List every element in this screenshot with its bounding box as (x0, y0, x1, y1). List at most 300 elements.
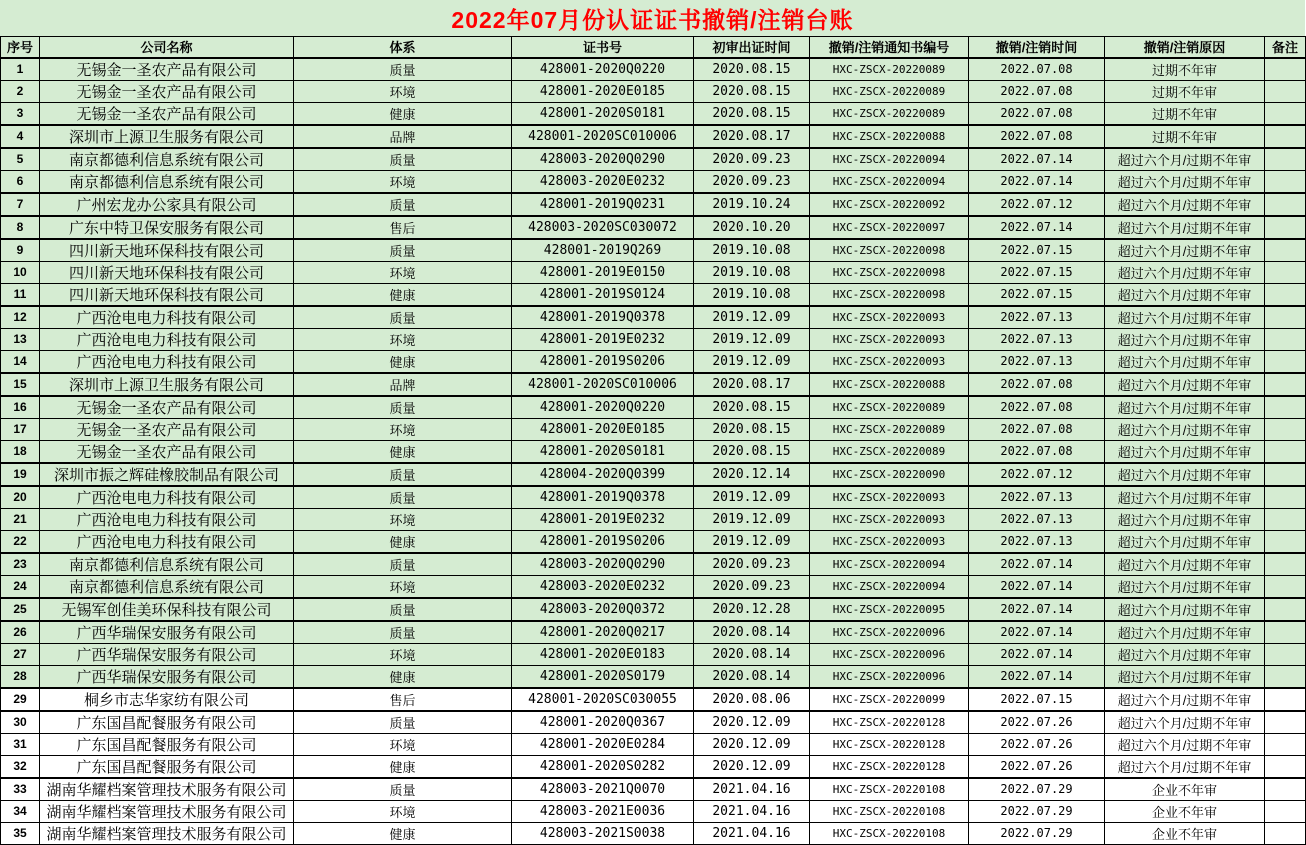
cell-notice-no: HXC-ZSCX-20220093 (810, 486, 969, 509)
cell-cert: 428001-2020SC010006 (512, 125, 694, 148)
cell-revoke-date: 2022.07.15 (969, 239, 1105, 262)
cell-reason: 超过六个月/过期不年审 (1105, 530, 1265, 553)
cell-remark (1265, 373, 1306, 396)
cell-revoke-date: 2022.07.14 (969, 575, 1105, 598)
cell-cert: 428001-2019Q269 (512, 239, 694, 262)
cell-revoke-date: 2022.07.15 (969, 283, 1105, 306)
cell-cert: 428001-2019S0206 (512, 530, 694, 553)
col-header-cert: 证书号 (512, 37, 694, 58)
cell-reason: 超过六个月/过期不年审 (1105, 508, 1265, 530)
cell-revoke-date: 2022.07.13 (969, 486, 1105, 509)
cell-remark (1265, 486, 1306, 509)
cell-system: 质量 (294, 778, 512, 801)
cell-cert: 428003-2021E0036 (512, 800, 694, 822)
header-row (1, 37, 1306, 58)
cell-issue-date: 2020.08.15 (694, 418, 810, 440)
table-row (1, 58, 1306, 81)
cell-company: 广西沧电电力科技有限公司 (40, 530, 294, 553)
cell-system: 质量 (294, 239, 512, 262)
cell-company: 无锡金一圣农产品有限公司 (40, 102, 294, 125)
cell-remark (1265, 665, 1306, 688)
cell-reason: 超过六个月/过期不年审 (1105, 170, 1265, 193)
table-row (1, 778, 1306, 801)
cell-notice-no: HXC-ZSCX-20220094 (810, 553, 969, 576)
cell-no: 13 (1, 328, 40, 350)
cell-reason: 超过六个月/过期不年审 (1105, 418, 1265, 440)
cell-no: 20 (1, 486, 40, 509)
table-row (1, 711, 1306, 734)
table-row (1, 463, 1306, 486)
table-row (1, 486, 1306, 509)
table-row (1, 755, 1306, 778)
cell-issue-date: 2020.10.20 (694, 216, 810, 239)
cell-company: 无锡军创佳美环保科技有限公司 (40, 598, 294, 621)
table-row (1, 216, 1306, 239)
cell-remark (1265, 755, 1306, 778)
cell-notice-no: HXC-ZSCX-20220096 (810, 621, 969, 644)
cell-revoke-date: 2022.07.14 (969, 665, 1105, 688)
cell-remark (1265, 822, 1306, 844)
cell-revoke-date: 2022.07.08 (969, 102, 1105, 125)
cell-revoke-date: 2022.07.29 (969, 778, 1105, 801)
cell-system: 质量 (294, 553, 512, 576)
cell-notice-no: HXC-ZSCX-20220089 (810, 418, 969, 440)
cell-revoke-date: 2022.07.13 (969, 328, 1105, 350)
cell-notice-no: HXC-ZSCX-20220093 (810, 328, 969, 350)
cell-system: 质量 (294, 58, 512, 81)
cell-revoke-date: 2022.07.14 (969, 598, 1105, 621)
cell-issue-date: 2020.09.23 (694, 148, 810, 171)
cell-reason: 超过六个月/过期不年审 (1105, 643, 1265, 665)
cell-issue-date: 2020.08.17 (694, 373, 810, 396)
cell-company: 湖南华耀档案管理技术服务有限公司 (40, 778, 294, 801)
cell-notice-no: HXC-ZSCX-20220089 (810, 80, 969, 102)
cell-company: 四川新天地环保科技有限公司 (40, 261, 294, 283)
cell-system: 环境 (294, 508, 512, 530)
cell-no: 29 (1, 688, 40, 711)
table-row (1, 373, 1306, 396)
table-row (1, 733, 1306, 755)
cell-no: 3 (1, 102, 40, 125)
cell-issue-date: 2020.12.14 (694, 463, 810, 486)
cell-company: 无锡金一圣农产品有限公司 (40, 418, 294, 440)
cell-revoke-date: 2022.07.15 (969, 261, 1105, 283)
table-row (1, 102, 1306, 125)
table-row (1, 621, 1306, 644)
cell-notice-no: HXC-ZSCX-20220095 (810, 598, 969, 621)
cell-reason: 过期不年审 (1105, 125, 1265, 148)
cell-revoke-date: 2022.07.08 (969, 418, 1105, 440)
cell-system: 品牌 (294, 125, 512, 148)
cell-cert: 428001-2020S0181 (512, 102, 694, 125)
cell-remark (1265, 711, 1306, 734)
cell-reason: 超过六个月/过期不年审 (1105, 283, 1265, 306)
cell-notice-no: HXC-ZSCX-20220108 (810, 778, 969, 801)
cell-remark (1265, 328, 1306, 350)
cell-remark (1265, 508, 1306, 530)
cell-revoke-date: 2022.07.26 (969, 711, 1105, 734)
cell-revoke-date: 2022.07.13 (969, 530, 1105, 553)
cell-company: 广西沧电电力科技有限公司 (40, 508, 294, 530)
cell-remark (1265, 598, 1306, 621)
cell-revoke-date: 2022.07.08 (969, 125, 1105, 148)
cell-revoke-date: 2022.07.08 (969, 396, 1105, 419)
cell-remark (1265, 306, 1306, 329)
cell-cert: 428003-2020SC030072 (512, 216, 694, 239)
cell-issue-date: 2020.08.15 (694, 396, 810, 419)
cell-issue-date: 2019.12.09 (694, 508, 810, 530)
cell-cert: 428003-2020E0232 (512, 170, 694, 193)
cell-system: 质量 (294, 306, 512, 329)
cell-issue-date: 2019.12.09 (694, 530, 810, 553)
cell-remark (1265, 239, 1306, 262)
page-title: 2022年07月份认证证书撤销/注销台账 (451, 6, 854, 33)
cell-company: 广西华瑞保安服务有限公司 (40, 621, 294, 644)
cell-reason: 超过六个月/过期不年审 (1105, 148, 1265, 171)
cell-issue-date: 2020.08.15 (694, 58, 810, 81)
cell-reason: 超过六个月/过期不年审 (1105, 396, 1265, 419)
table-row (1, 80, 1306, 102)
cell-company: 无锡金一圣农产品有限公司 (40, 80, 294, 102)
cell-revoke-date: 2022.07.14 (969, 553, 1105, 576)
table-row (1, 598, 1306, 621)
cell-no: 27 (1, 643, 40, 665)
cell-reason: 超过六个月/过期不年审 (1105, 216, 1265, 239)
cell-cert: 428001-2019E0232 (512, 328, 694, 350)
ledger-table (0, 36, 1306, 845)
col-header-no: 序号 (1, 37, 40, 58)
cell-company: 桐乡市志华家纺有限公司 (40, 688, 294, 711)
cell-revoke-date: 2022.07.15 (969, 688, 1105, 711)
table-row (1, 193, 1306, 216)
cell-reason: 过期不年审 (1105, 80, 1265, 102)
cell-cert: 428001-2020SC010006 (512, 373, 694, 396)
cell-company: 湖南华耀档案管理技术服务有限公司 (40, 822, 294, 844)
cell-issue-date: 2020.08.14 (694, 643, 810, 665)
cell-notice-no: HXC-ZSCX-20220108 (810, 800, 969, 822)
cell-company: 广西沧电电力科技有限公司 (40, 328, 294, 350)
cell-issue-date: 2021.04.16 (694, 800, 810, 822)
cell-system: 环境 (294, 261, 512, 283)
cell-system: 环境 (294, 800, 512, 822)
cell-company: 广东国昌配餐服务有限公司 (40, 755, 294, 778)
cell-reason: 超过六个月/过期不年审 (1105, 598, 1265, 621)
cell-system: 环境 (294, 575, 512, 598)
cell-notice-no: HXC-ZSCX-20220128 (810, 711, 969, 734)
table-row (1, 125, 1306, 148)
cell-no: 12 (1, 306, 40, 329)
cell-issue-date: 2020.09.23 (694, 170, 810, 193)
cell-cert: 428003-2020E0232 (512, 575, 694, 598)
cell-reason: 超过六个月/过期不年审 (1105, 553, 1265, 576)
cell-remark (1265, 733, 1306, 755)
cell-reason: 超过六个月/过期不年审 (1105, 688, 1265, 711)
col-header-remark: 备注 (1265, 37, 1306, 58)
cell-notice-no: HXC-ZSCX-20220094 (810, 575, 969, 598)
cell-remark (1265, 800, 1306, 822)
table-row (1, 800, 1306, 822)
cell-issue-date: 2020.08.17 (694, 125, 810, 148)
cell-issue-date: 2020.08.14 (694, 665, 810, 688)
cell-cert: 428001-2020Q0217 (512, 621, 694, 644)
cell-notice-no: HXC-ZSCX-20220097 (810, 216, 969, 239)
cell-reason: 超过六个月/过期不年审 (1105, 486, 1265, 509)
cell-remark (1265, 440, 1306, 463)
cell-notice-no: HXC-ZSCX-20220098 (810, 239, 969, 262)
cell-revoke-date: 2022.07.26 (969, 755, 1105, 778)
cell-issue-date: 2020.08.15 (694, 440, 810, 463)
cell-remark (1265, 688, 1306, 711)
cell-reason: 超过六个月/过期不年审 (1105, 621, 1265, 644)
cell-company: 广东国昌配餐服务有限公司 (40, 733, 294, 755)
cell-notice-no: HXC-ZSCX-20220089 (810, 440, 969, 463)
cell-issue-date: 2019.12.09 (694, 306, 810, 329)
cell-cert: 428001-2019Q0378 (512, 486, 694, 509)
cell-system: 环境 (294, 328, 512, 350)
cell-company: 广西沧电电力科技有限公司 (40, 486, 294, 509)
cell-revoke-date: 2022.07.29 (969, 822, 1105, 844)
table-row (1, 170, 1306, 193)
cell-remark (1265, 261, 1306, 283)
cell-notice-no: HXC-ZSCX-20220093 (810, 508, 969, 530)
cell-no: 28 (1, 665, 40, 688)
cell-no: 9 (1, 239, 40, 262)
cell-no: 26 (1, 621, 40, 644)
cell-notice-no: HXC-ZSCX-20220093 (810, 530, 969, 553)
col-header-notice-no: 撤销/注销通知书编号 (810, 37, 969, 58)
cell-no: 25 (1, 598, 40, 621)
cell-no: 24 (1, 575, 40, 598)
cell-issue-date: 2019.10.24 (694, 193, 810, 216)
cell-issue-date: 2020.08.06 (694, 688, 810, 711)
cell-system: 售后 (294, 688, 512, 711)
table-body (1, 58, 1306, 845)
cell-remark (1265, 216, 1306, 239)
cell-company: 广西华瑞保安服务有限公司 (40, 643, 294, 665)
cell-revoke-date: 2022.07.14 (969, 621, 1105, 644)
cell-reason: 超过六个月/过期不年审 (1105, 575, 1265, 598)
cell-system: 环境 (294, 733, 512, 755)
cell-company: 南京都德利信息系统有限公司 (40, 148, 294, 171)
cell-no: 4 (1, 125, 40, 148)
cell-issue-date: 2020.09.23 (694, 553, 810, 576)
cell-reason: 过期不年审 (1105, 102, 1265, 125)
cell-remark (1265, 643, 1306, 665)
cell-notice-no: HXC-ZSCX-20220093 (810, 306, 969, 329)
cell-issue-date: 2020.08.14 (694, 621, 810, 644)
cell-remark (1265, 621, 1306, 644)
cell-issue-date: 2019.12.09 (694, 328, 810, 350)
cell-reason: 超过六个月/过期不年审 (1105, 193, 1265, 216)
cell-cert: 428003-2020Q0372 (512, 598, 694, 621)
cell-no: 7 (1, 193, 40, 216)
cell-revoke-date: 2022.07.14 (969, 170, 1105, 193)
cell-notice-no: HXC-ZSCX-20220094 (810, 148, 969, 171)
cell-remark (1265, 170, 1306, 193)
table-row (1, 553, 1306, 576)
cell-remark (1265, 102, 1306, 125)
cell-reason: 超过六个月/过期不年审 (1105, 350, 1265, 373)
table-row (1, 688, 1306, 711)
cell-company: 深圳市上源卫生服务有限公司 (40, 125, 294, 148)
cell-company: 无锡金一圣农产品有限公司 (40, 440, 294, 463)
cell-revoke-date: 2022.07.14 (969, 216, 1105, 239)
cell-issue-date: 2020.08.15 (694, 102, 810, 125)
cell-company: 四川新天地环保科技有限公司 (40, 239, 294, 262)
cell-revoke-date: 2022.07.12 (969, 463, 1105, 486)
cell-remark (1265, 396, 1306, 419)
col-header-reason: 撤销/注销原因 (1105, 37, 1265, 58)
cell-no: 17 (1, 418, 40, 440)
cell-no: 31 (1, 733, 40, 755)
col-header-revoke-date: 撤销/注销时间 (969, 37, 1105, 58)
cell-remark (1265, 58, 1306, 81)
cell-no: 8 (1, 216, 40, 239)
cell-cert: 428001-2019S0124 (512, 283, 694, 306)
cell-no: 21 (1, 508, 40, 530)
cell-issue-date: 2020.12.09 (694, 755, 810, 778)
cell-system: 品牌 (294, 373, 512, 396)
cell-revoke-date: 2022.07.26 (969, 733, 1105, 755)
cell-issue-date: 2019.12.09 (694, 486, 810, 509)
cell-cert: 428001-2019S0206 (512, 350, 694, 373)
cell-no: 35 (1, 822, 40, 844)
cell-company: 南京都德利信息系统有限公司 (40, 553, 294, 576)
cell-company: 广西沧电电力科技有限公司 (40, 306, 294, 329)
table-row (1, 396, 1306, 419)
cell-no: 15 (1, 373, 40, 396)
cell-no: 2 (1, 80, 40, 102)
cell-system: 质量 (294, 148, 512, 171)
cell-cert: 428001-2019E0150 (512, 261, 694, 283)
cell-revoke-date: 2022.07.29 (969, 800, 1105, 822)
cell-revoke-date: 2022.07.08 (969, 58, 1105, 81)
cell-revoke-date: 2022.07.14 (969, 643, 1105, 665)
cell-remark (1265, 80, 1306, 102)
cell-no: 22 (1, 530, 40, 553)
cell-company: 深圳市上源卫生服务有限公司 (40, 373, 294, 396)
cell-no: 1 (1, 58, 40, 81)
cell-company: 无锡金一圣农产品有限公司 (40, 396, 294, 419)
cell-cert: 428001-2020Q0220 (512, 58, 694, 81)
table-header (1, 37, 1306, 58)
cell-reason: 超过六个月/过期不年审 (1105, 733, 1265, 755)
cell-revoke-date: 2022.07.13 (969, 306, 1105, 329)
cell-revoke-date: 2022.07.12 (969, 193, 1105, 216)
cell-no: 33 (1, 778, 40, 801)
cell-cert: 428001-2020S0179 (512, 665, 694, 688)
title-bar (0, 0, 1305, 36)
cell-issue-date: 2020.08.15 (694, 80, 810, 102)
cell-cert: 428001-2019Q0231 (512, 193, 694, 216)
cell-reason: 企业不年审 (1105, 822, 1265, 844)
cell-cert: 428001-2019E0232 (512, 508, 694, 530)
col-header-issue-date: 初审出证时间 (694, 37, 810, 58)
cell-system: 质量 (294, 396, 512, 419)
cell-reason: 超过六个月/过期不年审 (1105, 440, 1265, 463)
table-row (1, 350, 1306, 373)
cell-issue-date: 2019.10.08 (694, 239, 810, 262)
cell-notice-no: HXC-ZSCX-20220088 (810, 373, 969, 396)
cell-company: 广东中特卫保安服务有限公司 (40, 216, 294, 239)
cell-notice-no: HXC-ZSCX-20220108 (810, 822, 969, 844)
cell-reason: 过期不年审 (1105, 58, 1265, 81)
cell-system: 质量 (294, 621, 512, 644)
table-row (1, 328, 1306, 350)
cell-cert: 428001-2020S0181 (512, 440, 694, 463)
table-row (1, 822, 1306, 844)
cell-cert: 428001-2020S0282 (512, 755, 694, 778)
cell-remark (1265, 530, 1306, 553)
cell-cert: 428001-2020E0183 (512, 643, 694, 665)
cell-no: 16 (1, 396, 40, 419)
cell-reason: 超过六个月/过期不年审 (1105, 261, 1265, 283)
cell-issue-date: 2019.10.08 (694, 283, 810, 306)
cell-no: 5 (1, 148, 40, 171)
cell-system: 健康 (294, 665, 512, 688)
cell-reason: 超过六个月/过期不年审 (1105, 711, 1265, 734)
cell-system: 健康 (294, 440, 512, 463)
cell-issue-date: 2020.09.23 (694, 575, 810, 598)
cell-reason: 超过六个月/过期不年审 (1105, 373, 1265, 396)
cell-company: 湖南华耀档案管理技术服务有限公司 (40, 800, 294, 822)
cell-revoke-date: 2022.07.08 (969, 440, 1105, 463)
cell-remark (1265, 778, 1306, 801)
cell-company: 南京都德利信息系统有限公司 (40, 575, 294, 598)
cell-notice-no: HXC-ZSCX-20220090 (810, 463, 969, 486)
cell-system: 健康 (294, 530, 512, 553)
cell-issue-date: 2019.10.08 (694, 261, 810, 283)
cell-remark (1265, 463, 1306, 486)
cell-revoke-date: 2022.07.13 (969, 350, 1105, 373)
cell-reason: 超过六个月/过期不年审 (1105, 755, 1265, 778)
cell-remark (1265, 193, 1306, 216)
cell-system: 环境 (294, 643, 512, 665)
cell-system: 健康 (294, 283, 512, 306)
table-row (1, 306, 1306, 329)
cell-issue-date: 2021.04.16 (694, 822, 810, 844)
cell-company: 广州宏龙办公家具有限公司 (40, 193, 294, 216)
cell-issue-date: 2020.12.09 (694, 711, 810, 734)
cell-no: 14 (1, 350, 40, 373)
cell-company: 深圳市振之辉硅橡胶制品有限公司 (40, 463, 294, 486)
cell-remark (1265, 553, 1306, 576)
cell-reason: 超过六个月/过期不年审 (1105, 463, 1265, 486)
cell-cert: 428001-2020E0185 (512, 418, 694, 440)
cell-reason: 超过六个月/过期不年审 (1105, 665, 1265, 688)
cell-notice-no: HXC-ZSCX-20220096 (810, 665, 969, 688)
table-row (1, 575, 1306, 598)
cell-cert: 428001-2020E0284 (512, 733, 694, 755)
table-row (1, 440, 1306, 463)
cell-reason: 超过六个月/过期不年审 (1105, 239, 1265, 262)
cell-system: 健康 (294, 102, 512, 125)
table-row (1, 665, 1306, 688)
cell-issue-date: 2020.12.09 (694, 733, 810, 755)
cell-issue-date: 2021.04.16 (694, 778, 810, 801)
cell-company: 无锡金一圣农产品有限公司 (40, 58, 294, 81)
cell-notice-no: HXC-ZSCX-20220098 (810, 283, 969, 306)
cell-notice-no: HXC-ZSCX-20220128 (810, 755, 969, 778)
cell-remark (1265, 350, 1306, 373)
cell-company: 南京都德利信息系统有限公司 (40, 170, 294, 193)
cell-cert: 428001-2020SC030055 (512, 688, 694, 711)
col-header-company: 公司名称 (40, 37, 294, 58)
cell-no: 23 (1, 553, 40, 576)
cell-remark (1265, 283, 1306, 306)
cell-no: 19 (1, 463, 40, 486)
cell-system: 质量 (294, 463, 512, 486)
